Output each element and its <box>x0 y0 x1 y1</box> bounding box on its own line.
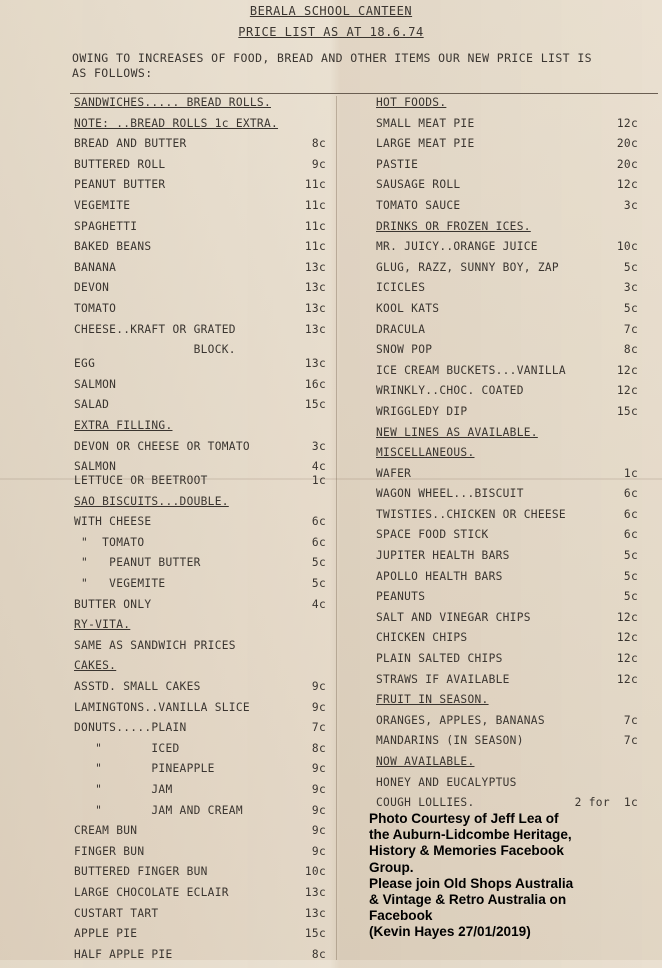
item-price: 6c <box>623 528 638 542</box>
item-label: PLAIN SALTED CHIPS <box>376 652 503 666</box>
item-price: 11c <box>304 219 326 233</box>
item-price: 8c <box>311 137 326 151</box>
price-row <box>376 611 638 632</box>
item-price: 8c <box>623 343 638 357</box>
item-price: 5c <box>311 577 326 591</box>
item-label: DEVON <box>74 281 110 295</box>
item-label: SMALL MEAT PIE <box>376 116 475 130</box>
price-row <box>376 590 638 611</box>
item-label: " PINEAPPLE <box>74 762 215 776</box>
item-price: 12c <box>616 652 638 666</box>
item-label: BUTTERED FINGER BUN <box>74 865 208 879</box>
item-label: DRINKS OR FROZEN ICES. <box>376 219 531 233</box>
item-price: 1c <box>623 466 638 480</box>
price-row <box>376 137 638 158</box>
price-row <box>74 323 326 344</box>
price-row <box>376 302 638 323</box>
item-price: 3c <box>311 439 326 453</box>
section-heading <box>74 96 326 117</box>
price-row <box>74 701 326 722</box>
item-label: NEW LINES AS AVAILABLE. <box>376 425 538 439</box>
item-price: 13c <box>304 301 326 315</box>
price-row <box>376 549 638 570</box>
item-price: 5c <box>311 556 326 570</box>
credit-line: (Kevin Hayes 27/01/2019) <box>369 924 531 940</box>
item-price: 7c <box>311 721 326 735</box>
item-price: 9c <box>311 680 326 694</box>
credit-line: Photo Courtesy of Jeff Lea of <box>369 811 559 826</box>
price-row <box>376 528 638 549</box>
item-price: 3c <box>623 198 638 212</box>
item-label: LAMINGTONS..VANILLA SLICE <box>74 700 250 714</box>
price-row <box>74 927 326 948</box>
price-row <box>376 343 638 364</box>
item-label: BAKED BEANS <box>74 240 152 254</box>
item-label: SALT AND VINEGAR CHIPS <box>376 610 531 624</box>
item-label: ASSTD. SMALL CAKES <box>74 680 201 694</box>
item-label: NOW AVAILABLE. <box>376 755 475 768</box>
item-price: 12c <box>616 384 638 398</box>
item-label: BLOCK. <box>74 343 236 357</box>
item-price: 12c <box>616 672 638 686</box>
item-label: ORANGES, APPLES, BANANAS <box>376 713 545 727</box>
item-price: 5c <box>623 590 638 604</box>
item-label: WRINKLY..CHOC. COATED <box>376 384 524 398</box>
item-price: 12c <box>616 178 638 192</box>
price-row <box>74 137 326 158</box>
item-label: KOOL KATS <box>376 301 440 315</box>
item-price: 7c <box>623 322 638 336</box>
price-row <box>74 598 326 619</box>
item-label: ICE CREAM BUCKETS...VANILLA <box>376 363 566 377</box>
item-label: CUSTART TART <box>74 906 159 920</box>
left-price-column <box>74 96 326 968</box>
price-row <box>376 467 638 488</box>
price-row <box>376 714 638 735</box>
price-row <box>74 378 326 399</box>
price-row <box>74 804 326 825</box>
price-row <box>74 845 326 866</box>
price-row <box>74 343 326 357</box>
item-label: " JAM AND CREAM <box>74 803 243 817</box>
item-label: CREAM BUN <box>74 824 138 838</box>
item-price: 8c <box>311 947 326 961</box>
item-price: 9c <box>311 803 326 817</box>
price-row <box>376 673 638 694</box>
item-price: 4c <box>311 597 326 611</box>
item-label: WAFER <box>376 466 412 480</box>
credit-line: History & Memories Facebook <box>369 843 564 859</box>
item-label: STRAWS IF AVAILABLE <box>376 672 510 686</box>
item-price: 1c <box>311 474 326 488</box>
price-row <box>74 357 326 378</box>
price-row <box>376 323 638 344</box>
item-label: PEANUT BUTTER <box>74 178 166 192</box>
intro-text <box>72 51 657 81</box>
item-price: 2 for 1c <box>574 796 638 810</box>
price-row <box>376 405 638 426</box>
price-row <box>74 721 326 742</box>
item-price: 9c <box>311 762 326 776</box>
item-price: 12c <box>616 631 638 645</box>
item-label: " TOMATO <box>74 535 145 549</box>
item-label: MR. JUICY..ORANGE JUICE <box>376 240 538 254</box>
item-price: 15c <box>616 404 638 418</box>
item-price: 15c <box>304 398 326 412</box>
item-label: SAO BISCUITS...DOUBLE. <box>74 494 229 508</box>
photo-credit <box>369 811 657 941</box>
price-row <box>376 508 638 529</box>
item-label: SANDWICHES..... BREAD ROLLS. <box>74 96 271 109</box>
item-label: FRUIT IN SEASON. <box>376 693 489 707</box>
price-row <box>74 261 326 282</box>
item-label: CHEESE..KRAFT OR GRATED <box>74 322 236 336</box>
item-price: 5c <box>623 301 638 315</box>
price-row <box>74 460 326 474</box>
price-row <box>74 886 326 907</box>
item-label: " JAM <box>74 783 173 796</box>
item-price: 12c <box>616 363 638 377</box>
item-price: 20c <box>616 137 638 151</box>
item-label: JUPITER HEALTH BARS <box>376 549 510 563</box>
section-heading <box>376 693 638 714</box>
item-label: MISCELLANEOUS. <box>376 446 475 460</box>
section-heading <box>74 618 326 639</box>
item-label: CAKES. <box>74 659 117 673</box>
price-row <box>74 639 326 660</box>
item-price: 10c <box>616 240 638 254</box>
price-row <box>74 178 326 199</box>
item-price: 7c <box>623 734 638 748</box>
price-row <box>376 776 638 797</box>
item-label: DONUTS.....PLAIN <box>74 721 187 735</box>
section-heading <box>376 96 638 117</box>
item-label: TOMATO <box>74 301 117 315</box>
price-row <box>74 199 326 220</box>
price-row <box>376 281 638 302</box>
item-label: SALMON <box>74 460 117 474</box>
item-label: ICICLES <box>376 281 426 295</box>
intro-line-2: AS FOLLOWS: <box>72 66 153 80</box>
item-price: 6c <box>311 535 326 549</box>
item-label: PASTIE <box>376 157 419 171</box>
item-price: 12c <box>616 610 638 624</box>
item-label: LARGE CHOCOLATE ECLAIR <box>74 885 229 899</box>
item-label: SALMON <box>74 377 117 391</box>
item-label: BUTTER ONLY <box>74 597 152 611</box>
item-label: " PEANUT BUTTER <box>74 556 201 570</box>
price-row <box>376 631 638 652</box>
section-heading <box>376 755 638 776</box>
price-row <box>74 220 326 241</box>
item-price: 13c <box>304 885 326 899</box>
item-price: 5c <box>623 569 638 583</box>
item-price: 6c <box>623 487 638 501</box>
price-row <box>376 384 638 405</box>
credit-line: the Auburn-Lidcombe Heritage, <box>369 827 572 843</box>
item-label: EGG <box>74 357 96 371</box>
item-label: APOLLO HEALTH BARS <box>376 569 503 583</box>
item-price: 10c <box>304 865 326 879</box>
item-price: 13c <box>304 281 326 295</box>
price-row <box>74 302 326 323</box>
price-list-date: PRICE LIST AS AT 18.6.74 <box>238 25 424 39</box>
price-row <box>74 398 326 419</box>
price-row <box>376 796 638 810</box>
item-label: LETTUCE OR BEETROOT <box>74 474 208 488</box>
intro-line-1: OWING TO INCREASES OF FOOD, BREAD AND OTHER ITEMS OUR NEW PRICE LIST IS <box>72 51 592 65</box>
item-price: 20c <box>616 157 638 171</box>
item-price: 15c <box>304 927 326 941</box>
item-label: " ICED <box>74 741 180 755</box>
item-label: APPLE PIE <box>74 927 138 941</box>
item-price: 13c <box>304 357 326 371</box>
section-heading <box>74 117 326 138</box>
price-row <box>74 742 326 763</box>
price-row <box>74 824 326 845</box>
price-row <box>74 536 326 557</box>
item-label: TOMATO SAUCE <box>376 198 461 212</box>
price-row <box>74 515 326 536</box>
header-rule <box>70 93 658 94</box>
price-row <box>376 178 638 199</box>
price-row <box>376 199 638 220</box>
price-row <box>376 734 638 755</box>
item-label: WRIGGLEDY DIP <box>376 404 468 418</box>
item-label: SPAGHETTI <box>74 219 138 233</box>
item-label: HALF APPLE PIE <box>74 947 173 961</box>
price-row <box>74 440 326 461</box>
price-row <box>74 783 326 804</box>
item-label: WITH CHEESE <box>74 515 152 529</box>
item-label: BREAD AND BUTTER <box>74 137 187 151</box>
price-row <box>74 865 326 886</box>
price-row <box>376 487 638 508</box>
item-label: DEVON OR CHEESE OR TOMATO <box>74 439 250 453</box>
credit-line: & Vintage & Retro Australia on <box>369 892 567 908</box>
price-row <box>74 281 326 302</box>
item-label: PEANUTS <box>376 590 426 604</box>
item-label: LARGE MEAT PIE <box>376 137 475 151</box>
item-price: 11c <box>304 240 326 254</box>
right-price-column <box>376 96 638 810</box>
price-row <box>74 158 326 179</box>
item-label: FINGER BUN <box>74 844 145 858</box>
item-price: 9c <box>311 783 326 796</box>
item-label: DRACULA <box>376 322 426 336</box>
item-label: VEGEMITE <box>74 198 131 212</box>
item-label: HONEY AND EUCALYPTUS <box>376 775 517 789</box>
item-price: 12c <box>616 116 638 130</box>
item-label: SALAD <box>74 398 110 412</box>
item-price: 16c <box>304 377 326 391</box>
price-row <box>74 556 326 577</box>
item-label: BANANA <box>74 260 117 274</box>
item-label: EXTRA FILLING. <box>74 418 173 432</box>
credit-line: Please join Old Shops Australia <box>369 875 574 891</box>
item-price: 5c <box>623 549 638 563</box>
item-label: SAUSAGE ROLL <box>376 178 461 192</box>
price-row <box>376 364 638 385</box>
section-heading <box>74 495 326 516</box>
item-label: MANDARINS (IN SEASON) <box>376 734 524 748</box>
item-label: WAGON WHEEL...BISCUIT <box>376 487 524 501</box>
item-label: " VEGEMITE <box>74 577 166 591</box>
item-price: 6c <box>623 507 638 521</box>
item-price: 13c <box>304 260 326 274</box>
item-label: SNOW POP <box>376 343 433 357</box>
price-row <box>74 240 326 261</box>
item-price: 13c <box>304 322 326 336</box>
item-label: BUTTERED ROLL <box>74 157 166 171</box>
price-row <box>74 907 326 928</box>
item-label: RY-VITA. <box>74 618 131 632</box>
section-heading <box>376 426 638 447</box>
price-row <box>376 652 638 673</box>
item-label: SAME AS SANDWICH PRICES <box>74 638 236 652</box>
price-row <box>74 577 326 598</box>
credit-line: Group. <box>369 859 414 875</box>
column-divider <box>336 96 337 960</box>
item-price: 13c <box>304 906 326 920</box>
item-label: GLUG, RAZZ, SUNNY BOY, ZAP <box>376 260 559 274</box>
item-price: 5c <box>623 260 638 274</box>
price-row <box>74 762 326 783</box>
item-price: 9c <box>311 844 326 858</box>
item-label: NOTE: ..BREAD ROLLS 1c EXTRA. <box>74 116 279 130</box>
item-price: 11c <box>304 198 326 212</box>
item-label: SPACE FOOD STICK <box>376 528 489 542</box>
price-row <box>376 158 638 179</box>
canteen-title: BERALA SCHOOL CANTEEN <box>249 4 413 18</box>
item-label: TWISTIES..CHICKEN OR CHEESE <box>376 507 566 521</box>
price-row <box>74 948 326 968</box>
item-price: 6c <box>311 515 326 529</box>
item-price: 8c <box>311 741 326 755</box>
item-price: 4c <box>311 460 326 474</box>
price-row <box>376 570 638 591</box>
price-row <box>376 117 638 138</box>
section-heading <box>376 220 638 241</box>
item-price: 3c <box>623 281 638 295</box>
section-heading <box>74 419 326 440</box>
item-label: HOT FOODS. <box>376 96 447 109</box>
section-heading <box>376 446 638 467</box>
item-price: 7c <box>623 713 638 727</box>
item-price: 11c <box>304 178 326 192</box>
item-price: 9c <box>311 824 326 838</box>
section-heading <box>74 659 326 680</box>
price-row <box>376 240 638 261</box>
price-row <box>74 474 326 495</box>
item-price: 9c <box>311 157 326 171</box>
credit-line: Facebook <box>369 908 433 924</box>
item-price: 9c <box>311 700 326 714</box>
item-label: COUGH LOLLIES. <box>376 796 475 810</box>
price-row <box>74 680 326 701</box>
price-row <box>376 261 638 282</box>
item-label: CHICKEN CHIPS <box>376 631 468 645</box>
